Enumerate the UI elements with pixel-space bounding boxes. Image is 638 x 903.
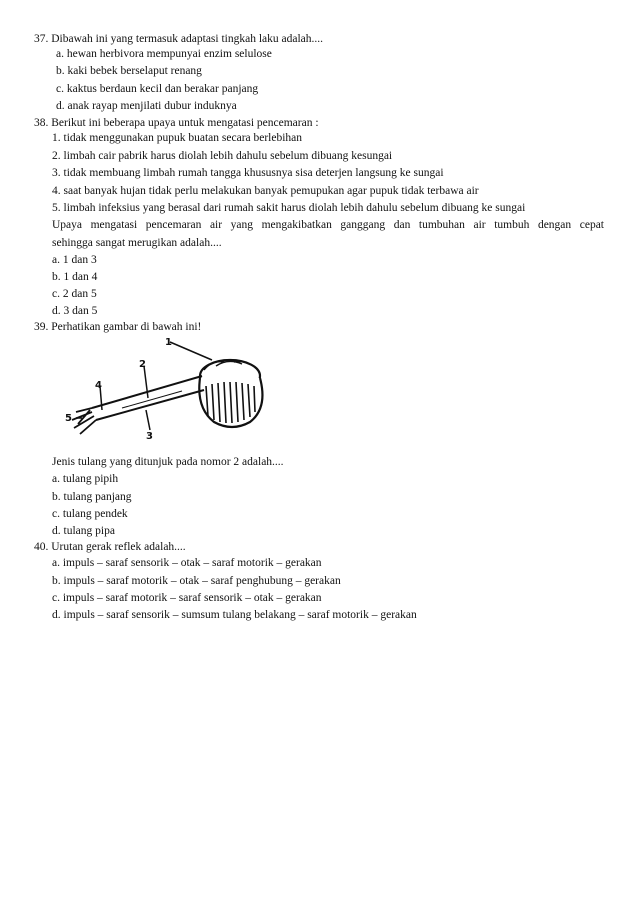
q38-item-2: 2. limbah cair pabrik harus diolah lebih dahulu sebelum dibuang kesungai <box>52 150 393 162</box>
q39-option-b: b. tulang panjang <box>52 491 132 503</box>
q39-question: Jenis tulang yang ditunjuk pada nomor 2 adalah.... <box>52 456 284 468</box>
q38-item-3: 3. tidak membuang limbah rumah tangga khususnya sisa deterjen langsung ke sungai <box>52 167 444 179</box>
q38-question-line1: Upaya mengatasi pencemaran air yang mengakibatkan ganggang dan tumbuhan air tumbuh dengan cepat <box>52 219 604 231</box>
q38-item-5: 5. limbah infeksius yang berasal dari rumah sakit harus diolah lebih dahulu sebelum dibuang ke sungai <box>52 202 526 214</box>
q38-stem: 38. Berikut ini beberapa upaya untuk mengatasi pencemaran : <box>34 117 319 129</box>
q39-option-c: c. tulang pendek <box>52 508 128 520</box>
q40-option-c: c. impuls – saraf motorik – saraf sensorik – otak – gerakan <box>52 592 322 604</box>
q38-option-b: b. 1 dan 4 <box>52 271 98 283</box>
q37-option-b: b. kaki bebek berselaput renang <box>56 65 202 77</box>
q40-option-a: a. impuls – saraf sensorik – otak – saraf motorik – gerakan <box>52 557 322 569</box>
q37-stem: 37. Dibawah ini yang termasuk adaptasi tingkah laku adalah.... <box>34 33 324 45</box>
q40-stem: 40. Urutan gerak reflek adalah.... <box>34 541 186 553</box>
q40-option-b: b. impuls – saraf motorik – otak – saraf penghubung – gerakan <box>52 575 341 587</box>
figure-label-1: 1 <box>165 337 172 348</box>
figure-label-2: 2 <box>139 359 146 370</box>
q37-option-d: d. anak rayap menjilati dubur induknya <box>56 100 237 112</box>
q37-option-c: c. kaktus berdaun kecil dan berakar panjang <box>56 83 259 95</box>
bone-tip <box>72 408 96 434</box>
q38-option-c: c. 2 dan 5 <box>52 288 97 300</box>
q39-option-d: d. tulang pipa <box>52 525 115 537</box>
figure-label-3: 3 <box>146 431 153 442</box>
q40-option-d: d. impuls – saraf sensorik – sumsum tulang belakang – saraf motorik – gerakan <box>52 609 417 621</box>
q38-option-a: a. 1 dan 3 <box>52 254 97 266</box>
figure-label-5: 5 <box>65 413 72 424</box>
bone-head <box>199 360 262 427</box>
bone-figure <box>62 336 276 448</box>
q39-stem: 39. Perhatikan gambar di bawah ini! <box>34 321 202 333</box>
figure-label-4: 4 <box>95 380 102 391</box>
q39-option-a: a. tulang pipih <box>52 473 119 485</box>
q38-question-line2: sehingga sangat merugikan adalah.... <box>52 237 222 249</box>
q38-item-1: 1. tidak menggunakan pupuk buatan secara berlebihan <box>52 132 303 144</box>
q37-option-a: a. hewan herbivora mempunyai enzim selulose <box>56 48 272 60</box>
q38-item-4: 4. saat banyak hujan tidak perlu melakukan banyak pemupukan agar pupuk tidak terbawa air <box>52 185 479 197</box>
q38-option-d: d. 3 dan 5 <box>52 305 98 317</box>
